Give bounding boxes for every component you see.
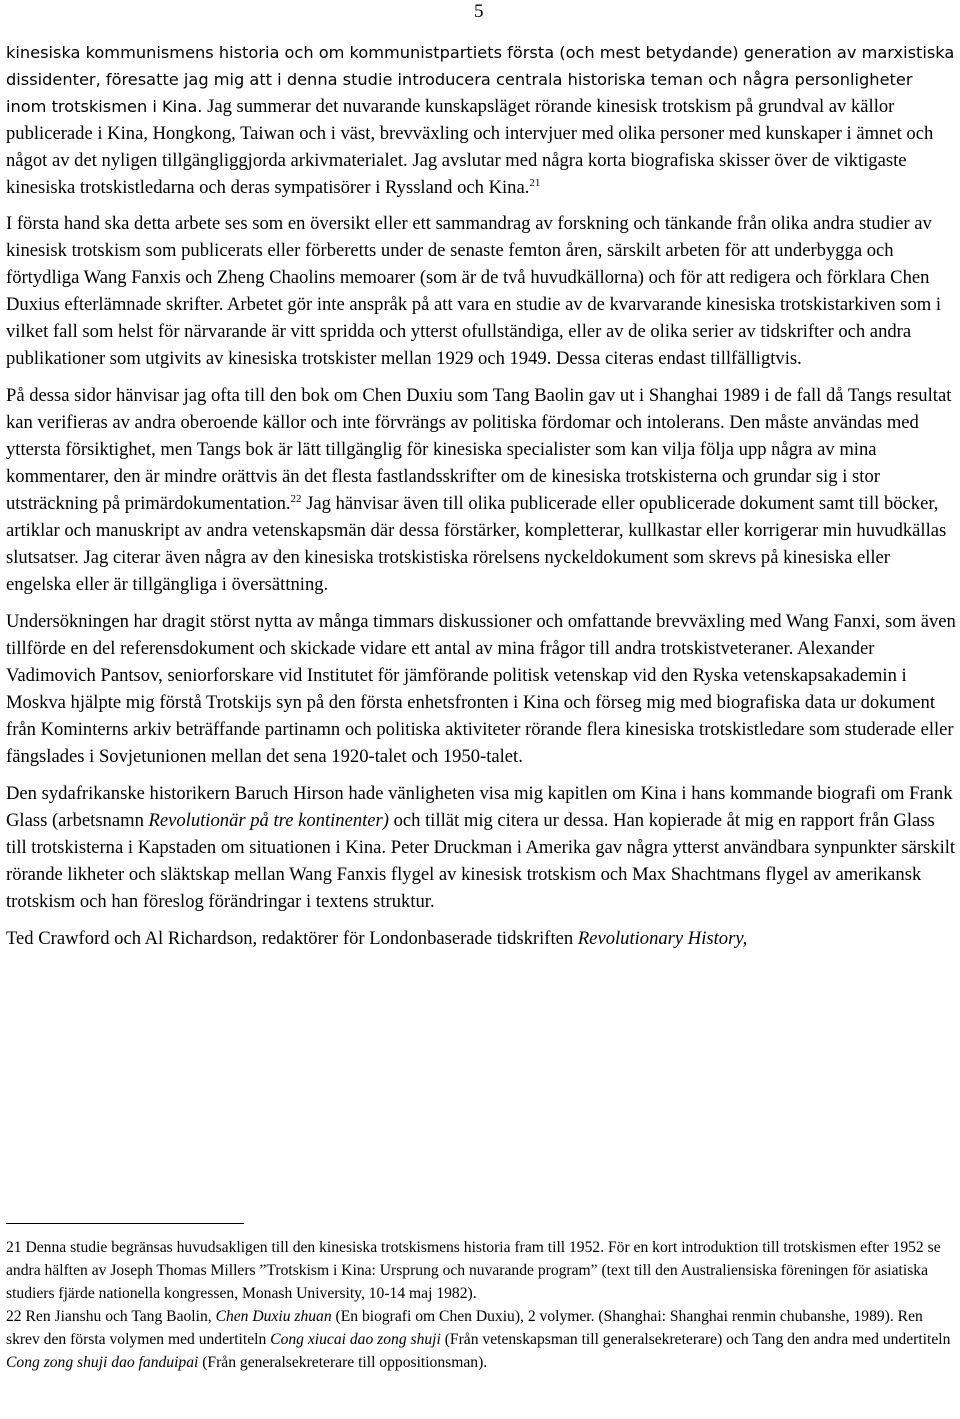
footnote-22: [6, 1305, 956, 1374]
paragraph-3: [6, 382, 956, 598]
footnote-ref-22: 22: [290, 492, 302, 505]
footnotes: [6, 1236, 956, 1374]
footnote-22-title-3: Cong zong shuji dao fanduipai: [6, 1354, 199, 1371]
page-number: 5: [474, 1, 484, 22]
footnote-22-text-c: (Från vetenskapsman till generalsekreterare) och Tang den andra med undertiteln: [440, 1331, 951, 1348]
footnote-ref-21: 21: [529, 176, 541, 189]
paragraph-3-text: På dessa sidor hänvisar jag ofta till den bok om Chen Duxiu som Tang Baolin gav ut i Shanghai 1989 i de fall då Tangs resultat kan verifieras av andra oberoende källor och inte förvrängs av politiska fördomar och intolerans. Den måste användas med yttersta försiktighet, men Tangs bok är lätt tillgänglig för kinesiska specialister som kan vilja följa upp några av mina kommentarer, den är mindre orättvis än det flesta fastlandsskrifter om de kinesiska trotskisterna och grundar sig i stor utsträckning på primärdokumentation.: [6, 385, 952, 514]
footnote-21: 21 Denna studie begränsas huvudsakligen till den kinesiska trotskismens historia fram till 1952. För en kort introduktion till trotskismen efter 1952 se andra hälften av Joseph Thomas Millers ”Trotskism i Kina: Ursprung och nuvarande program” (text till den Australiensiska föreningen för asiatiska studiers fjärde nationella kongressen, Monash University, 10-14 maj 1982).: [6, 1239, 941, 1302]
paragraph-1-lead: kinesiska kommunismens historia och om kommunistpartiets första (och mest betydande) generation av marxistiska dissidenter, föresatte jag mig att i denna studie introducera centrala historiska teman och några personligheter inom trotskismen i Kina.: [6, 43, 955, 116]
footnote-22-text-a: 22 Ren Jianshu och Tang Baolin,: [6, 1308, 216, 1325]
footnote-22-title-2: Cong xiucai dao zong shuji: [270, 1331, 441, 1348]
paragraph-4: Undersökningen har dragit störst nytta av många timmars diskussioner och omfattande brevväxling med Wang Fanxi, som även tillförde en del referensdokument och skickade vidare ett antal av mina frågor till andra trotskistveteraner. Alexander Vadimovich Pantsov, seniorforskare vid Institutet för jämförande politisk vetenskap vid den Ryska vetenskapsakademin i Moskva hjälpte mig förstå Trotskijs syn på den första enhetsfronten i Kina och förseg mig med biografiska data ur dokument från Kominterns arkiv beträffande partinamn och politiska aktiviteter rörande flera kinesiska trotskistledare som studerade eller fängslades i Sovjetunionen mellan det sena 1920-talet och 1950-talet.: [6, 611, 956, 767]
book-title-revolutionar: Revolutionär på tre kontinenter): [148, 810, 389, 831]
footnote-22-title-1: Chen Duxiu zhuan: [215, 1308, 332, 1325]
paragraph-5-text-a: Den sydafrikanske historikern Baruch Hirson hade vänligheten visa mig kapitlen om Kina i hans kommande biografi om Frank Glass (arbetsnamn: [6, 783, 953, 831]
footnote-divider: [6, 1223, 244, 1224]
paragraph-6: [6, 925, 956, 952]
body-text: [6, 39, 956, 962]
paragraph-2-text: I första hand ska detta arbete ses som en översikt eller ett sammandrag av forskning och tänkande från olika andra studier av kinesisk trotskism som publicerats eller förberetts under de senaste femton åren, särskilt arbeten för att underbygga och förtydliga Wang Fanxis och Zheng Chaolins memoarer (som är de två huvudkällorna) och för att redigera och förklara Chen Duxius efterlämnade skrifter.: [6, 213, 932, 315]
footnote-22-text-b: (En biografi om Chen Duxiu), 2 volymer. (Shanghai: Shanghai renmin chubanshe, 1989). Ren skrev den första volymen med undertiteln: [6, 1308, 923, 1348]
paragraph-3-text2: Jag hänvisar även till olika publicerade eller opublicerade dokument samt till böcker, artiklar och manuskript av andra vetenskapsmän där dessa förstärker, kompletterar, kullkastar eller korrigerar min huvudkällas slutsatser. Jag citerar även några av den kinesiska trotskistiska rörelsens nyckeldokument som skrevs på kinesiska eller engelska eller är tillgängliga i översättning.: [6, 493, 947, 595]
footnote-22-text-d: (Från generalsekreterare till oppositionsman).: [198, 1354, 488, 1371]
paragraph-5-text-b: och tillät mig citera ur dessa. Han kopierade åt mig en rapport från Glass till trotskisterna i Kapstaden om situationen i Kina. Peter Druckman i Amerika gav några ytterst användbara synpunkter särskilt rörande likheter och släktskap mellan Wang Fanxis flygel av kinesisk trotskism och Max Shachtmans flygel av amerikansk trotskism och han föreslog förändringar i textens struktur.: [6, 810, 956, 912]
paragraph-2: [6, 210, 956, 372]
paragraph-1-text: Jag summerar det nuvarande kunskapsläget rörande kinesisk trotskism på grundval av källor publicerade i Kina, Hongkong, Taiwan och i väst, brevväxling och intervjuer med olika personer med kunskaper i ämnet och något av det nyligen tillgängliggjorda arkivmaterialet. Jag avslutar med några korta biografiska skisser över de viktigaste kinesiska trotskistledarna och deras sympatisörer i Ryssland och Kina.: [6, 96, 934, 198]
paragraph-2-text2: Arbetet gör inte anspråk på att vara en studie av de kvarvarande kinesiska trotskistarkiven som i vilket fall som helst för närvarande är vitt spridda och ytterst ofullständiga, eller av de olika serier av tidskrifter och andra publikationer som utgivits av kinesiska trotskister mellan 1929 och 1949. Dessa citeras endast tillfälligtvis.: [6, 294, 942, 369]
paragraph-5: [6, 780, 956, 915]
paragraph-6-text-a: Ted Crawford och Al Richardson, redaktörer för Londonbaserade tidskriften: [6, 928, 578, 949]
journal-title-revolutionary-history: Revolutionary History,: [577, 928, 748, 949]
paragraph-1: [6, 39, 956, 201]
